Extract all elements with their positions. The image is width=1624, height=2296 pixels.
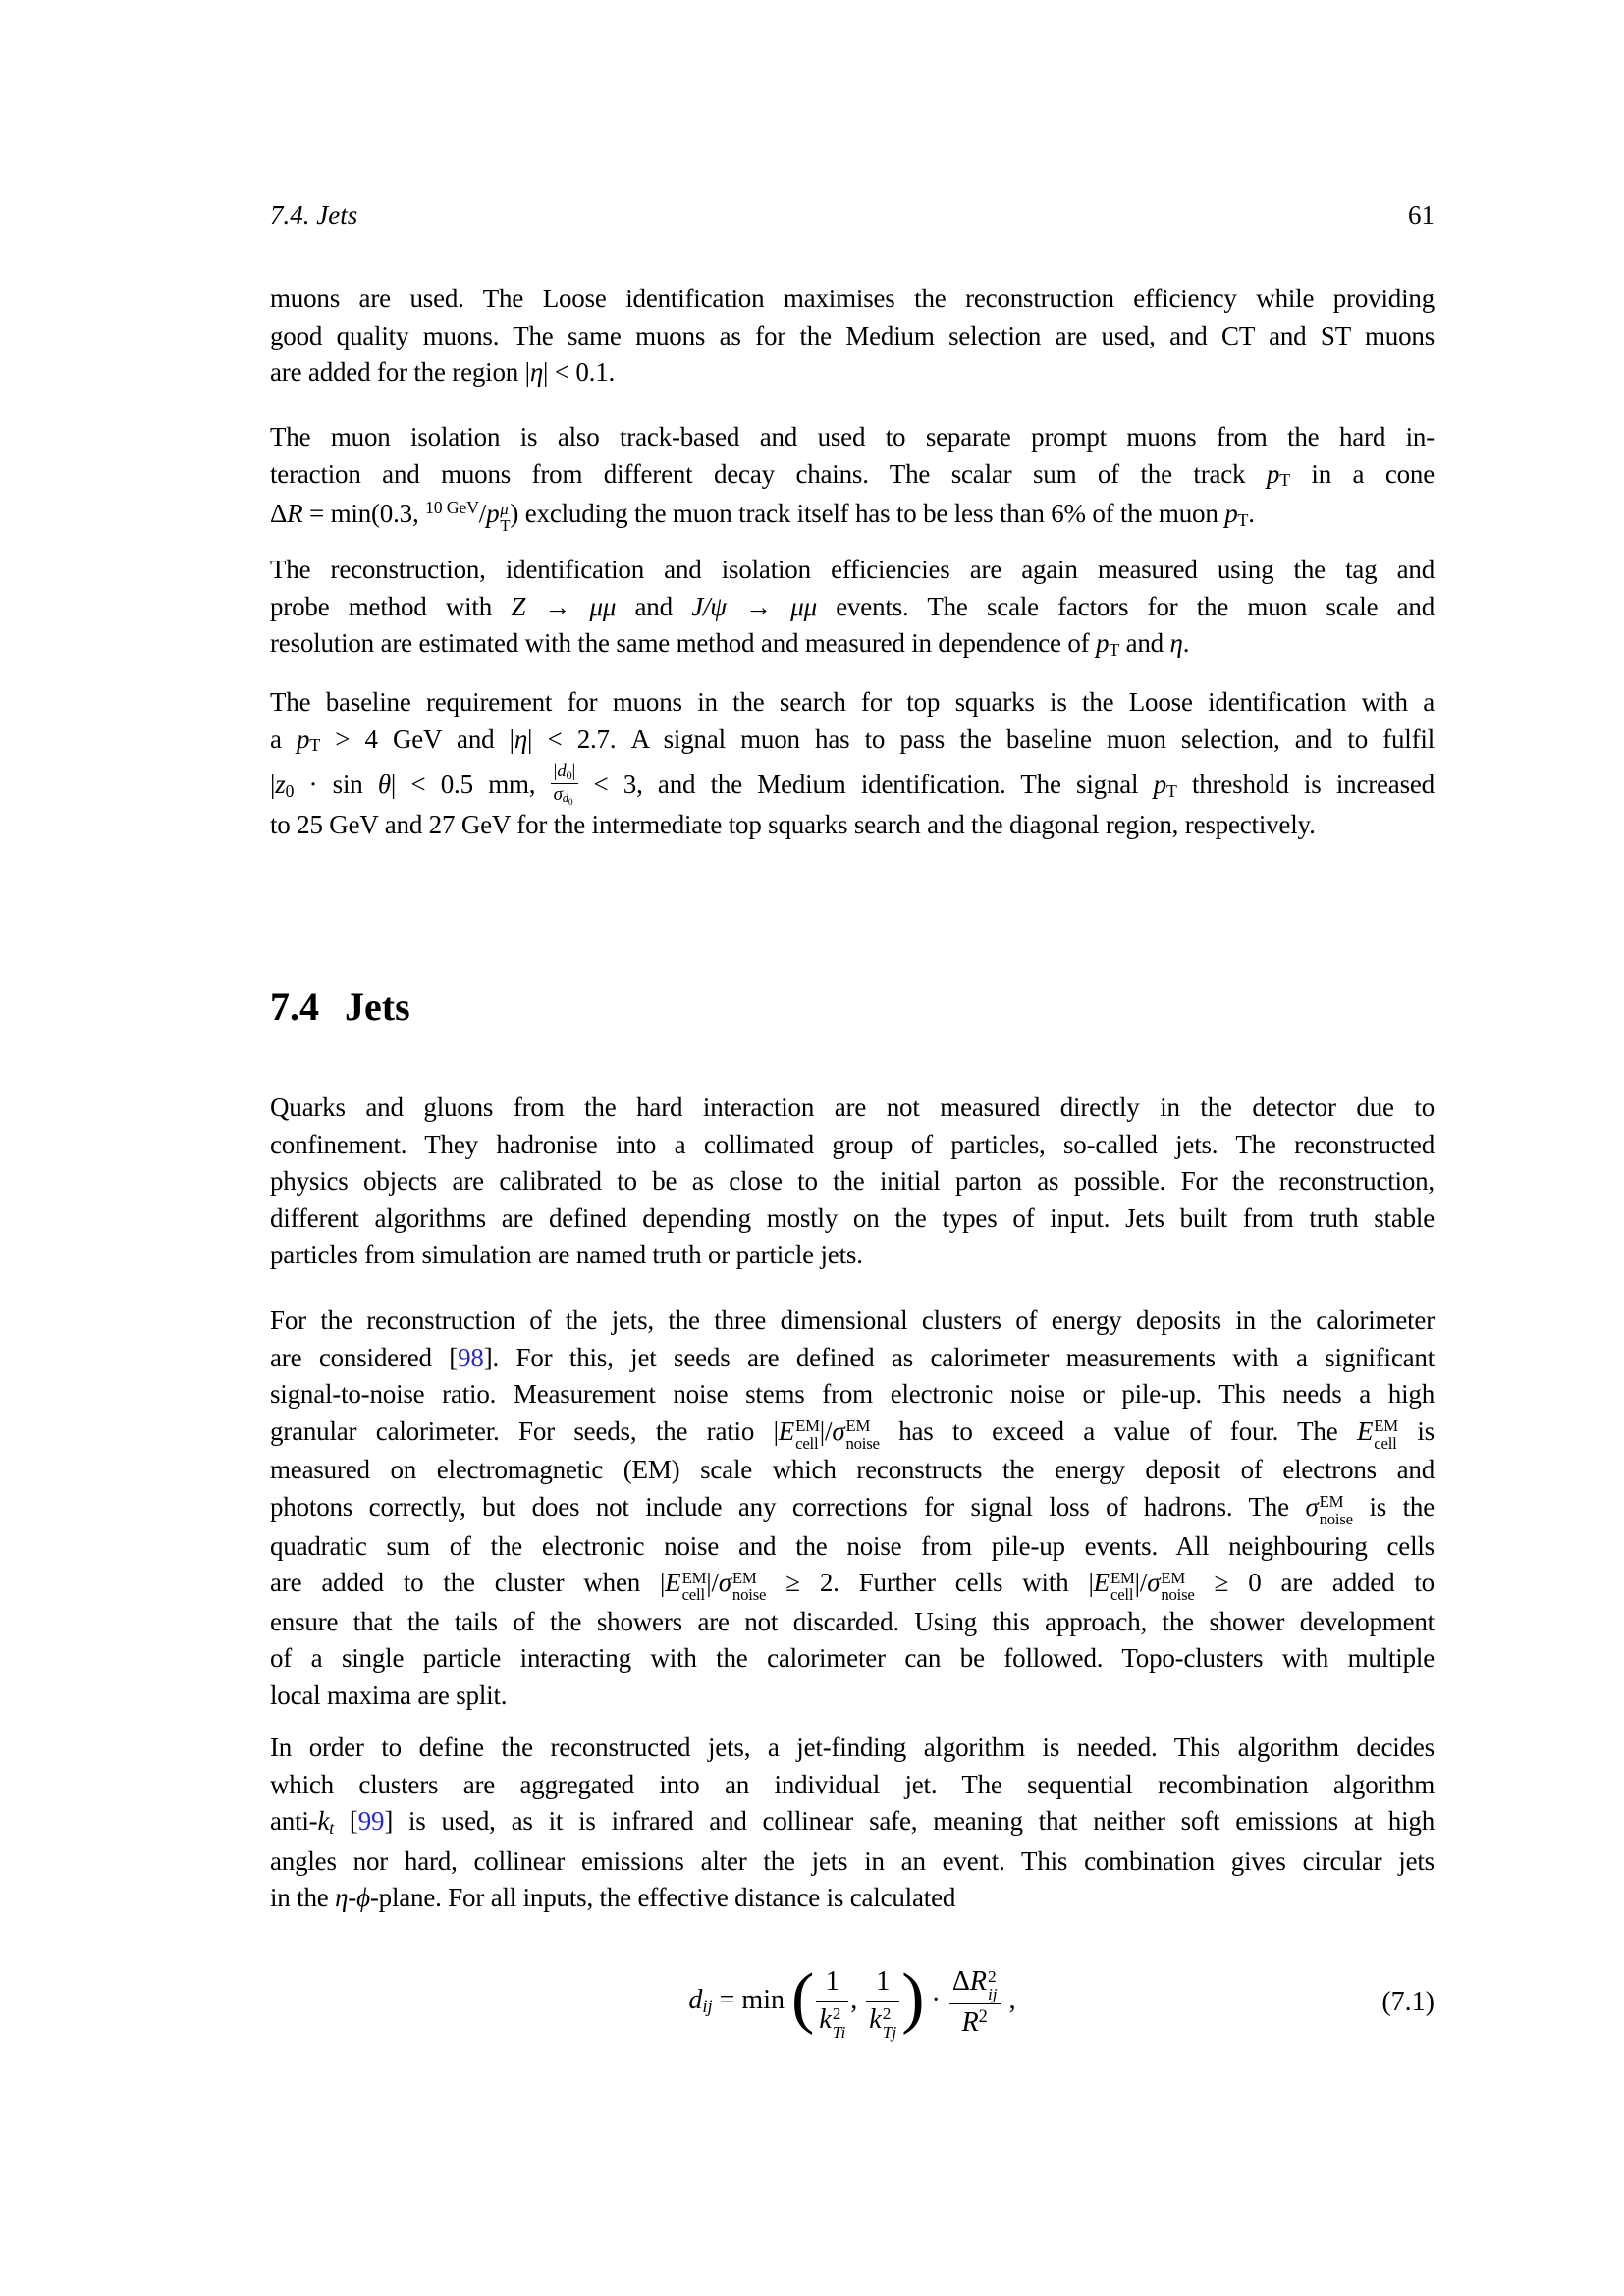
- math-run: d: [688, 1985, 703, 2016]
- text-run: -plane. For all inputs, the effective distance is calculated: [369, 1883, 956, 1912]
- math-run: d: [557, 761, 567, 781]
- text-line: [270, 1127, 1435, 1164]
- math-run: E: [1356, 1415, 1374, 1446]
- text-run: confinement. They hadronise into a collimated group of particles, so-called jets. The reconstructed: [270, 1129, 1435, 1159]
- paragraph-tag-and-probe: [270, 552, 1435, 666]
- math-run: 0: [566, 768, 572, 782]
- text-run: local maxima are split.: [270, 1680, 508, 1710]
- text-line: [270, 625, 1435, 666]
- math-run: t: [329, 1817, 335, 1838]
- text-run: events. The scale factors for the muon scale and: [816, 591, 1435, 621]
- math-run: Z: [511, 591, 526, 621]
- superscript-subscript: 2 ij: [987, 1966, 998, 2003]
- page-header: [270, 199, 1435, 231]
- running-header-section: 7.4. Jets: [270, 200, 358, 230]
- text-run: · sin: [294, 770, 378, 800]
- math-run: 0: [285, 780, 295, 801]
- paragraph-topo-clusters: [270, 1303, 1435, 1714]
- paragraph-quarks-gluons: [270, 1090, 1435, 1274]
- text-run: The reconstruction, identification and isolation efficiencies are again measured using the tag and: [270, 555, 1435, 584]
- superscript-subscript: EM cell: [795, 1416, 820, 1453]
- text-line: [270, 1767, 1435, 1804]
- fraction: [949, 1963, 1001, 2042]
- math-run: 10 GeV: [425, 498, 479, 518]
- text-run: < 3, and the Medium identification. The signal: [578, 770, 1154, 800]
- math-run: E: [778, 1415, 795, 1446]
- text-line: [270, 419, 1435, 456]
- superscript-subscript: EM cell: [1374, 1416, 1398, 1453]
- equation-number: (7.1): [1381, 1987, 1435, 2017]
- math-run: p: [1224, 499, 1238, 528]
- text-run: |: [270, 770, 276, 800]
- citation-link[interactable]: 99: [357, 1806, 385, 1836]
- math-run: T: [1279, 470, 1290, 491]
- text-line: [270, 1090, 1435, 1127]
- text-run: are considered [: [270, 1342, 459, 1372]
- text-line: [270, 1237, 1435, 1274]
- text-run: 1: [876, 1966, 891, 1998]
- paragraph-jet-algorithm: [270, 1730, 1435, 1917]
- text-line: [270, 456, 1435, 497]
- text-line: [270, 1201, 1435, 1238]
- text-run: Δ: [270, 499, 288, 528]
- superscript-subscript: 2 Ti: [832, 2004, 846, 2042]
- math-run: T: [1109, 639, 1120, 660]
- math-run: η: [514, 723, 528, 754]
- text-run: ] is used, as it is infrared and collinear safe, meaning that neither soft emissions at high: [384, 1806, 1435, 1836]
- math-run: d: [562, 791, 568, 806]
- math-run: ϕ: [356, 1883, 370, 1912]
- text-run: has to exceed a value of four. The: [879, 1415, 1357, 1446]
- fraction: [816, 1963, 848, 2042]
- math-run: 0: [568, 797, 573, 808]
- text-run: For the reconstruction of the jets, the three dimensional clusters of energy deposits in the calorimeter: [270, 1306, 1435, 1335]
- math-run: η: [529, 357, 544, 387]
- text-run: > 4 GeV and |: [320, 723, 514, 754]
- paragraph-loose-muons: [270, 281, 1435, 392]
- text-line: [270, 318, 1435, 355]
- text-run: and: [616, 591, 692, 621]
- text-run: [: [334, 1806, 358, 1836]
- text-line: [270, 589, 1435, 626]
- text-run: are added to the cluster when |: [270, 1568, 666, 1598]
- text-run: ]. For this, jet seeds are defined as calorimeter measurements with a significant: [483, 1342, 1435, 1372]
- text-line: [270, 281, 1435, 318]
- text-line: [270, 354, 1435, 392]
- math-run: E: [1093, 1568, 1110, 1598]
- text-run: in a cone: [1289, 458, 1435, 489]
- text-run: .: [1248, 499, 1255, 528]
- text-line: [270, 552, 1435, 589]
- text-run: |: [553, 761, 558, 781]
- text-line: [270, 1640, 1435, 1678]
- text-run: different algorithms are defined depending mostly on the types of input. Jets built from truth stable: [270, 1202, 1435, 1233]
- text-run: muons are used. The Loose identification maximises the reconstruction efficiency while providing: [270, 284, 1435, 313]
- text-line: [270, 1730, 1435, 1767]
- text-line: [270, 1565, 1435, 1604]
- math-run: 2: [978, 2006, 988, 2027]
- math-run: k: [819, 2004, 832, 2036]
- text-run: /: [478, 499, 487, 528]
- page-number: 61: [1408, 200, 1435, 230]
- math-run: (: [791, 1959, 815, 2036]
- math-run: η: [1169, 628, 1183, 658]
- math-run: T: [309, 735, 320, 756]
- math-run: p: [1266, 458, 1280, 489]
- superscript-subscript: EM noise: [1161, 1568, 1195, 1605]
- math-run: p: [1153, 770, 1166, 800]
- text-run: is the: [1352, 1491, 1435, 1522]
- text-run: -: [348, 1883, 357, 1912]
- text-run: ·: [924, 1985, 947, 2016]
- text-run: angles nor hard, collinear emissions alter the jets in an event. This combination gives circular jets: [270, 1845, 1435, 1876]
- paragraph-baseline-muons: [270, 684, 1435, 843]
- text-run: in the: [270, 1883, 336, 1912]
- text-run: physics objects are calibrated to be as close to the initial parton as possible. For the reconstruction,: [270, 1166, 1435, 1196]
- paragraph-muon-isolation: [270, 419, 1435, 536]
- text-line: [270, 496, 1435, 536]
- text-run: ≥ 2. Further cells with |: [766, 1568, 1094, 1598]
- math-run: σ: [832, 1415, 845, 1446]
- superscript-subscript: EM cell: [681, 1568, 707, 1605]
- fraction: [866, 1963, 899, 2042]
- text-run: quadratic sum of the electronic noise and the noise from pile-up events. All neighbouring cells: [270, 1530, 1435, 1561]
- text-run: →: [726, 591, 791, 621]
- math-run: σ: [1305, 1491, 1319, 1522]
- text-line: [270, 1414, 1435, 1453]
- text-run: ensure that the tails of the showers are not discarded. Using this approach, the shower development: [270, 1606, 1435, 1636]
- text-line: [270, 1604, 1435, 1641]
- text-line: [270, 1303, 1435, 1340]
- fraction: [551, 761, 578, 806]
- text-run: ,: [850, 1985, 865, 2016]
- text-line: [270, 761, 1435, 807]
- text-run: = min(0.3,: [302, 499, 426, 528]
- text-line: [270, 1880, 1435, 1917]
- text-line: [270, 684, 1435, 721]
- math-run: k: [317, 1806, 330, 1836]
- text-run: |/: [1134, 1568, 1148, 1598]
- text-run: .: [1182, 628, 1190, 658]
- text-run: |: [571, 761, 576, 781]
- text-run: ,: [1001, 1985, 1016, 2016]
- superscript-subscript: 2 Tj: [882, 2004, 897, 2042]
- text-line: [270, 1489, 1435, 1528]
- math-run: ij: [702, 1997, 713, 2017]
- text-run: granular calorimeter. For seeds, the ratio |: [270, 1415, 779, 1446]
- superscript-subscript: μ T: [500, 499, 511, 536]
- text-run: are added for the region |: [270, 357, 530, 387]
- math-run: R: [961, 2006, 979, 2038]
- equation-body: [688, 1959, 1016, 2042]
- math-run: T: [1237, 509, 1249, 530]
- text-run: The muon isolation is also track-based and used to separate prompt muons from the hard in-: [270, 422, 1435, 452]
- math-run: p: [297, 723, 310, 754]
- text-run: Quarks and gluons from the hard interaction are not measured directly in the detector due to: [270, 1093, 1435, 1122]
- text-run: |/: [706, 1568, 719, 1598]
- text-line: [270, 721, 1435, 762]
- text-run: →: [525, 591, 590, 621]
- section-title: Jets: [345, 985, 410, 1029]
- text-run: | < 0.1.: [543, 357, 616, 387]
- math-run: R: [287, 499, 303, 528]
- math-run: p: [1096, 628, 1110, 658]
- text-line: [270, 807, 1435, 844]
- text-run: photons correctly, but does not include any corrections for signal loss of hadrons. The: [270, 1491, 1306, 1522]
- math-run: E: [665, 1568, 681, 1598]
- math-run: η: [335, 1883, 349, 1912]
- math-run: σ: [1147, 1568, 1161, 1598]
- math-run: ): [901, 1959, 925, 2036]
- text-run: probe method with: [270, 591, 512, 621]
- text-line: [270, 1376, 1435, 1414]
- text-run: threshold is increased: [1176, 770, 1435, 800]
- superscript-subscript: EM noise: [1319, 1492, 1353, 1528]
- text-run: is: [1397, 1415, 1435, 1446]
- text-line: [270, 1678, 1435, 1715]
- math-run: k: [869, 2004, 882, 2036]
- math-run: μμ: [589, 591, 617, 621]
- text-run: particles from simulation are named truth or particle jets.: [270, 1240, 863, 1269]
- text-run: | < 2.7. A signal muon has to pass the baseline muon selection, and to fulfil: [527, 723, 1435, 754]
- text-run: anti-: [270, 1806, 318, 1836]
- text-line: [270, 1843, 1435, 1881]
- text-run: ≥ 0 are added to: [1194, 1568, 1435, 1598]
- math-run: σ: [553, 783, 563, 805]
- text-run: resolution are estimated with the same method and measured in dependence of: [270, 628, 1097, 658]
- text-run: ) excluding the muon track itself has to be less than 6% of the muon: [510, 499, 1225, 528]
- text-run: 1: [825, 1966, 839, 1998]
- text-line: [270, 1803, 1435, 1843]
- math-run: J/ψ: [691, 591, 727, 621]
- section-heading: [270, 984, 1435, 1031]
- text-run: Δ: [951, 1966, 970, 1998]
- text-run: teraction and muons from different decay chains. The scalar sum of the track: [270, 458, 1267, 489]
- citation-link[interactable]: 98: [458, 1342, 484, 1372]
- superscript-subscript: EM noise: [731, 1568, 767, 1605]
- superscript-subscript: EM cell: [1110, 1568, 1135, 1605]
- text-run: which clusters are aggregated into an individual jet. The sequential recombination algorithm: [270, 1769, 1435, 1799]
- superscript-subscript: EM noise: [845, 1416, 880, 1453]
- text-run: of a single particle interacting with the calorimeter can be followed. Topo-clusters with multiple: [270, 1643, 1435, 1674]
- text-run: In order to define the reconstructed jets, a jet-finding algorithm is needed. This algorithm decides: [270, 1733, 1435, 1762]
- equation-7-1: [270, 1944, 1435, 2061]
- text-line: [270, 1528, 1435, 1566]
- math-run: p: [486, 499, 500, 528]
- text-line: [270, 1340, 1435, 1377]
- text-run: good quality muons. The same muons as for the Medium selection are used, and CT and ST muons: [270, 320, 1435, 350]
- text-line: [270, 1163, 1435, 1201]
- math-run: σ: [718, 1568, 731, 1598]
- math-run: θ: [377, 770, 391, 800]
- math-run: z: [275, 770, 286, 800]
- text-run: measured on electromagnetic (EM) scale which reconstructs the energy deposit of electrons and: [270, 1455, 1435, 1485]
- math-run: R: [969, 1966, 987, 1998]
- math-run: μμ: [790, 591, 817, 621]
- text-run: = min: [712, 1985, 791, 2016]
- text-run: to 25 GeV and 27 GeV for the intermediate top squarks search and the diagonal region, respectively.: [270, 809, 1316, 839]
- text-run: signal-to-noise ratio. Measurement noise stems from electronic noise or pile-up. This needs a high: [270, 1379, 1435, 1409]
- text-run: a: [270, 723, 297, 754]
- text-run: and: [1119, 628, 1170, 658]
- text-run: The baseline requirement for muons in the search for top squarks is the Loose identification with a: [270, 687, 1435, 717]
- text-run: | < 0.5 mm,: [390, 770, 551, 800]
- section-number: 7.4: [270, 985, 319, 1029]
- text-run: |/: [819, 1415, 833, 1446]
- text-line: [270, 1452, 1435, 1489]
- math-run: T: [1165, 780, 1177, 801]
